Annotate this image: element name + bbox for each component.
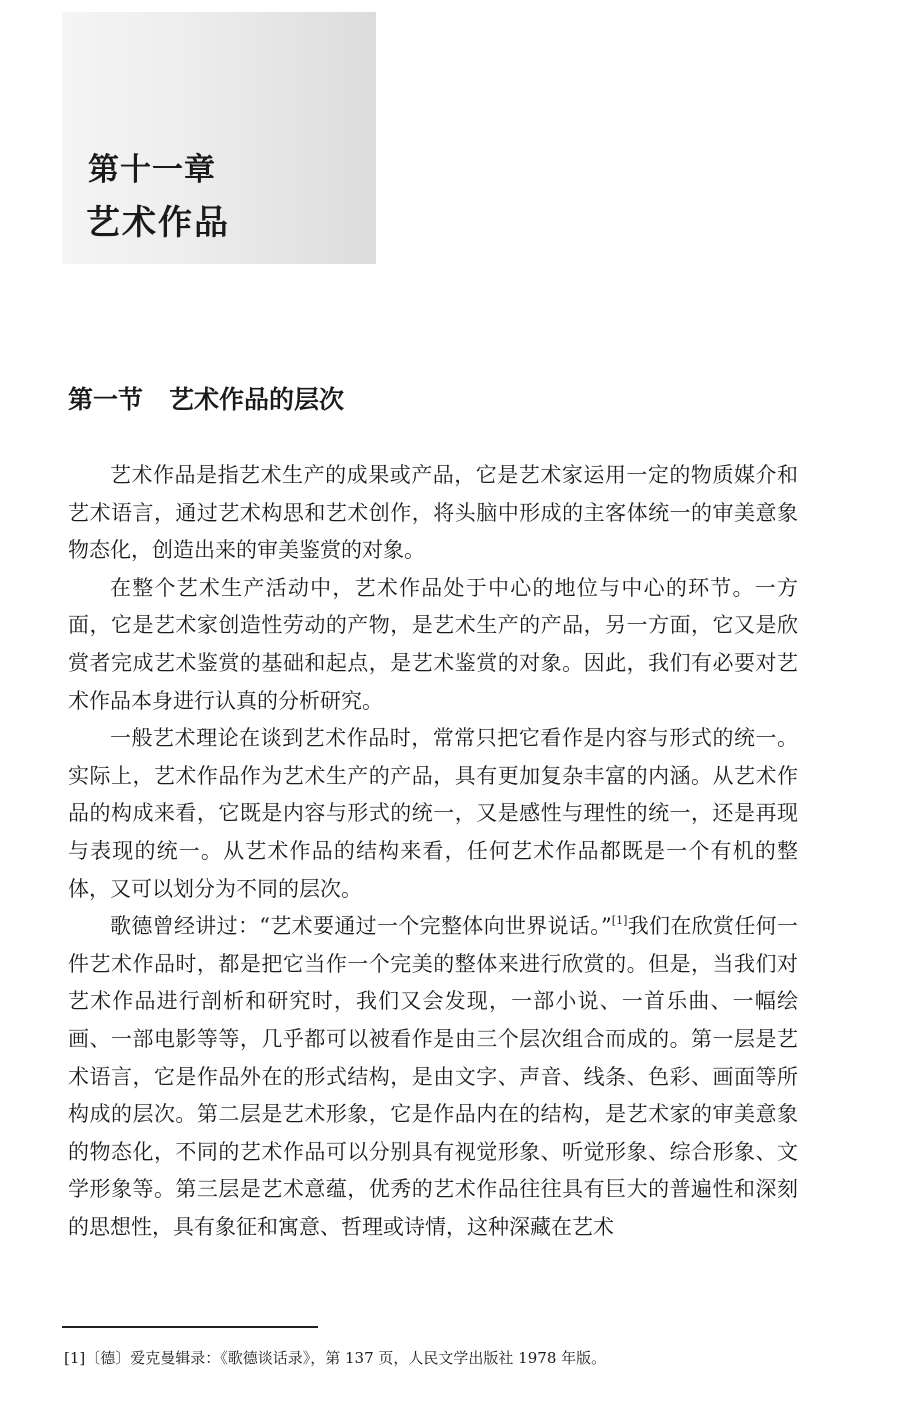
footnote-reference[interactable]: [1] [611, 914, 628, 928]
paragraph-4-start: 歌德曾经讲过：“艺术要通过一个完整体向世界说话。” [110, 914, 612, 939]
paragraph-2: 在整个艺术生产活动中，艺术作品处于中心的地位与中心的环节。一方面，它是艺术家创造性劳动的产物，是艺术生产的产品，另一方面，它又是欣赏者完成艺术鉴赏的基础和起点，是艺术鉴赏的对象。因此，我们有必要对艺术作品本身进行认真的分析研究。 [68, 575, 798, 713]
paragraph-4 [68, 908, 798, 1246]
chapter-title: 艺术作品 [86, 203, 230, 243]
section-number: 第一节 [68, 385, 144, 414]
paragraph-4-rest: 我们在欣赏任何一件艺术作品时，都是把它当作一个完美的整体来进行欣赏的。但是，当我们对艺术作品进行剖析和研究时，我们又会发现，一部小说、一首乐曲、一幅绘画、一部电影等等，几乎都可以被看作是由三个层次组合而成的。第一层是艺术语言，它是作品外在的形式结构，是由文字、声音、线条、色彩、画面等所构成的层次。第二层是艺术形象，它是作品内在的结构，是艺术家的审美意象的物态化，不同的艺术作品可以分别具有视觉形象、听觉形象、综合形象、文学形象等。第三层是艺术意蕴，优秀的艺术作品往往具有巨大的普遍性和深刻的思想性，具有象征和寓意、哲理或诗情，这种深藏在艺术 [68, 914, 798, 1239]
body-text [68, 457, 798, 1246]
chapter-number: 第十一章 [88, 152, 216, 188]
section-heading [68, 380, 344, 420]
paragraph-1: 艺术作品是指艺术生产的成果或产品，它是艺术家运用一定的物质媒介和艺术语言，通过艺术构思和艺术创作，将头脑中形成的主客体统一的审美意象物态化，创造出来的审美鉴赏的对象。 [68, 463, 798, 563]
footnote: [1]〔德〕爱克曼辑录：《歌德谈话录》，第 137 页，人民文学出版社 1978 年版。 [64, 1349, 607, 1367]
section-title: 艺术作品的层次 [169, 385, 345, 414]
paragraph-3: 一般艺术理论在谈到艺术作品时，常常只把它看作是内容与形式的统一。实际上，艺术作品作为艺术生产的产品，具有更加复杂丰富的内涵。从艺术作品的构成来看，它既是内容与形式的统一，又是感性与理性的统一，还是再现与表现的统一。从艺术作品的结构来看，任何艺术作品都既是一个有机的整体，又可以划分为不同的层次。 [68, 726, 798, 901]
footnote-divider [62, 1326, 318, 1328]
